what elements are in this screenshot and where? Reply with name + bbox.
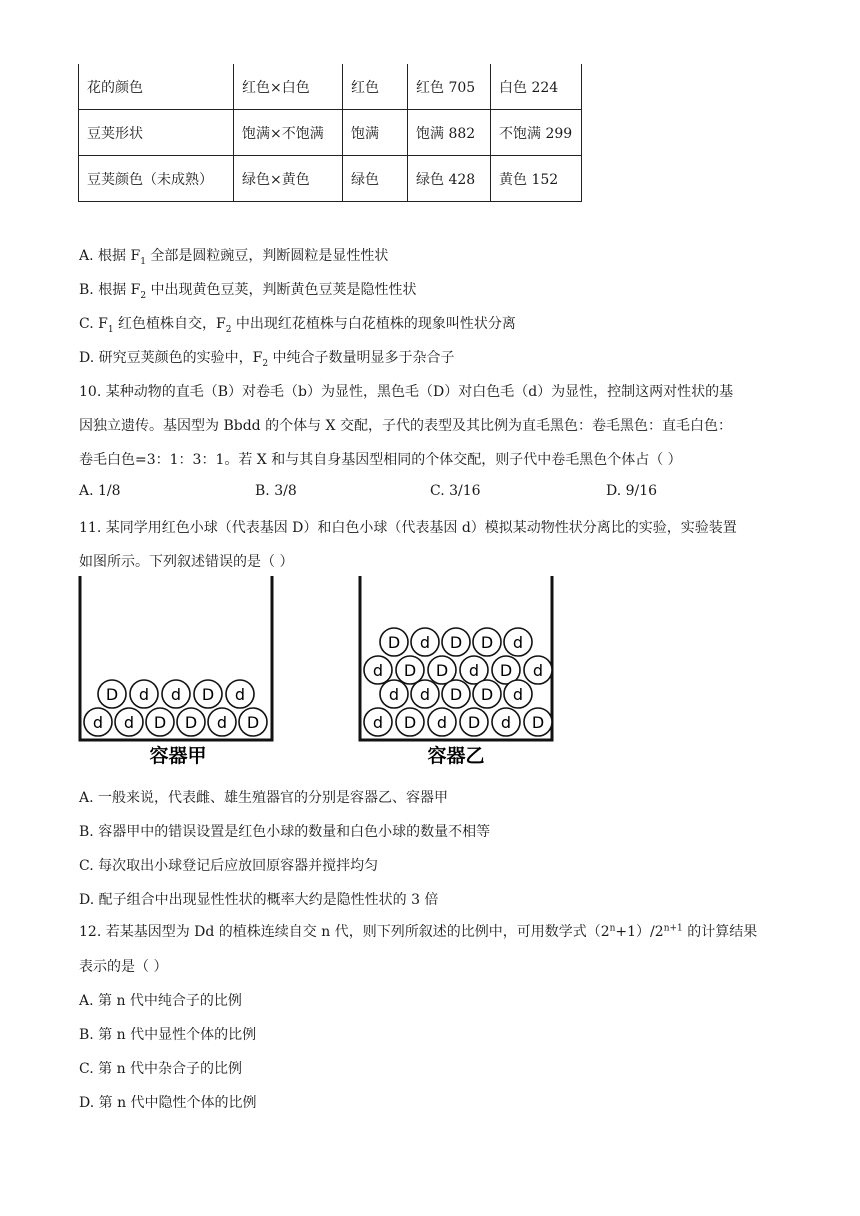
ball-label: D bbox=[105, 685, 119, 704]
container-b-balls bbox=[364, 628, 552, 736]
q10-option-c: C. 3/16 bbox=[430, 483, 481, 499]
ball bbox=[146, 708, 174, 736]
option-text: 红色植株自交，F bbox=[113, 316, 226, 332]
table-cell: 绿色×黄色 bbox=[234, 156, 343, 202]
ball-label: d bbox=[170, 685, 182, 704]
container-b-caption: 容器乙 bbox=[427, 745, 485, 767]
ball bbox=[239, 708, 267, 736]
ball-label: d bbox=[388, 685, 400, 704]
ball-label: d bbox=[216, 713, 228, 732]
ball bbox=[115, 708, 143, 736]
table-cell: 豆荚颜色（未成熟） bbox=[79, 156, 234, 202]
ball bbox=[364, 708, 392, 736]
ball-label: d bbox=[372, 713, 384, 732]
q9-option-b bbox=[79, 279, 417, 301]
ball bbox=[492, 708, 520, 736]
ball bbox=[130, 680, 158, 708]
option-text: D. 研究豆荚颜色的实验中，F bbox=[79, 350, 263, 366]
table-row bbox=[79, 110, 582, 156]
subscript: 2 bbox=[262, 358, 269, 369]
ball-label: D bbox=[449, 685, 463, 704]
ball bbox=[504, 680, 532, 708]
subscript: 2 bbox=[225, 324, 232, 335]
container-a-caption: 容器甲 bbox=[149, 745, 207, 767]
ball-label: D bbox=[403, 713, 417, 732]
ball bbox=[396, 656, 424, 684]
ball bbox=[428, 708, 456, 736]
ball-label: d bbox=[138, 685, 150, 704]
table-cell: 红色 bbox=[343, 64, 408, 110]
table-cell: 绿色 bbox=[343, 156, 408, 202]
option-text: C. F bbox=[79, 316, 108, 332]
ball bbox=[428, 656, 456, 684]
ball-label: d bbox=[436, 713, 448, 732]
table-cell: 不饱满 299 bbox=[491, 110, 582, 156]
ball-label: D bbox=[246, 713, 260, 732]
trait-table bbox=[78, 64, 582, 202]
q11-stem-line: 如图所示。下列叙述错误的是（ ） bbox=[79, 554, 294, 570]
subscript: 1 bbox=[140, 256, 146, 267]
ball-label: d bbox=[92, 713, 104, 732]
container-a-balls bbox=[84, 680, 267, 736]
table-cell: 饱满 bbox=[343, 110, 408, 156]
q10-stem-line: 10. 某种动物的直毛（B）对卷毛（b）为显性，黑色毛（D）对白色毛（d）为显性，控制这两对性状的基 bbox=[79, 384, 734, 400]
q11-option-b: B. 容器甲中的错误设置是红色小球的数量和白色小球的数量不相等 bbox=[79, 824, 491, 840]
containers-figure bbox=[70, 570, 570, 770]
table-cell: 花的颜色 bbox=[79, 64, 234, 110]
ball-label: d bbox=[532, 661, 544, 680]
q12-stem-line bbox=[79, 921, 757, 941]
ball bbox=[98, 680, 126, 708]
q9-option-a bbox=[79, 245, 388, 267]
q11-option-d: D. 配子组合中出现显性性状的概率大约是隐性性状的 3 倍 bbox=[79, 892, 439, 908]
q11-option-c: C. 每次取出小球登记后应放回原容器并搅拌均匀 bbox=[79, 858, 379, 874]
ball bbox=[396, 708, 424, 736]
table-cell: 绿色 428 bbox=[408, 156, 491, 202]
option-text: B. 根据 F bbox=[79, 282, 141, 298]
subscript: 1 bbox=[107, 324, 114, 335]
q11-option-a: A. 一般来说，代表雌、雄生殖器官的分别是容器乙、容器甲 bbox=[79, 790, 449, 806]
q12-option-c: C. 第 n 代中杂合子的比例 bbox=[79, 1061, 243, 1077]
ball-label: d bbox=[468, 661, 480, 680]
superscript: n bbox=[609, 923, 616, 934]
ball-label: D bbox=[449, 633, 463, 652]
ball bbox=[226, 680, 254, 708]
ball-label: D bbox=[201, 685, 215, 704]
table-row bbox=[79, 64, 582, 110]
ball-label: d bbox=[419, 633, 431, 652]
ball-label: d bbox=[512, 685, 524, 704]
stem-text: 的计算结果 bbox=[682, 924, 758, 940]
ball-label: D bbox=[467, 713, 481, 732]
q9-option-d bbox=[79, 347, 455, 369]
option-text: 中出现黄色豆荚，判断黄色豆荚是隐性性状 bbox=[146, 282, 417, 298]
q12-option-a: A. 第 n 代中纯合子的比例 bbox=[79, 993, 242, 1009]
table-cell: 红色 705 bbox=[408, 64, 491, 110]
ball bbox=[364, 656, 392, 684]
q10-stem-line: 卷毛白色=3：1：3：1。若 X 和与其自身基因型相同的个体交配，则子代中卷毛黑色个体占（ ） bbox=[79, 452, 682, 468]
table-row bbox=[79, 156, 582, 202]
ball-label: D bbox=[387, 633, 401, 652]
q11-stem-line: 11. 某同学用红色小球（代表基因 D）和白色小球（代表基因 d）模拟某动物性状分离比的实验，实验装置 bbox=[79, 520, 737, 536]
superscript: n+1 bbox=[663, 923, 683, 934]
q12-stem-line: 表示的是（ ） bbox=[79, 959, 168, 975]
q9-option-c bbox=[79, 313, 516, 335]
ball-label: d bbox=[123, 713, 135, 732]
ball bbox=[177, 708, 205, 736]
ball-label: d bbox=[419, 685, 431, 704]
q10-option-a: A. 1/8 bbox=[79, 483, 121, 499]
ball bbox=[524, 708, 552, 736]
ball bbox=[194, 680, 222, 708]
table-cell: 白色 224 bbox=[491, 64, 582, 110]
ball-label: D bbox=[435, 661, 449, 680]
table-cell: 豆荚形状 bbox=[79, 110, 234, 156]
ball-label: D bbox=[499, 661, 513, 680]
ball-label: d bbox=[512, 633, 524, 652]
option-text: 中纯合子数量明显多于杂合子 bbox=[268, 350, 455, 366]
ball bbox=[473, 628, 501, 656]
ball bbox=[524, 656, 552, 684]
q10-option-d: D. 9/16 bbox=[606, 483, 658, 499]
table-cell: 饱满 882 bbox=[408, 110, 491, 156]
ball bbox=[442, 628, 470, 656]
ball bbox=[460, 708, 488, 736]
table-cell: 黄色 152 bbox=[491, 156, 582, 202]
ball-label: D bbox=[153, 713, 167, 732]
ball bbox=[504, 628, 532, 656]
container-a bbox=[80, 576, 272, 767]
ball bbox=[380, 628, 408, 656]
ball-label: D bbox=[403, 661, 417, 680]
ball-label: d bbox=[234, 685, 246, 704]
table-cell: 饱满×不饱满 bbox=[234, 110, 343, 156]
ball bbox=[411, 680, 439, 708]
option-text: 全部是圆粒豌豆，判断圆粒是显性性状 bbox=[145, 248, 389, 264]
container-b bbox=[360, 576, 552, 767]
stem-text: +1）/2 bbox=[615, 924, 664, 940]
q10-stem-line: 因独立遗传。基因型为 Bbdd 的个体与 X 交配，子代的表型及其比例为直毛黑色：卷毛黑色：直毛白色： bbox=[79, 418, 732, 434]
q10-option-b: B. 3/8 bbox=[255, 483, 297, 499]
ball-label: D bbox=[480, 633, 494, 652]
ball-label: d bbox=[500, 713, 512, 732]
ball bbox=[380, 680, 408, 708]
option-text: 中出现红花植株与白花植株的现象叫性状分离 bbox=[231, 316, 516, 332]
ball-label: D bbox=[184, 713, 198, 732]
option-text: A. 根据 F bbox=[79, 248, 141, 264]
ball-label: D bbox=[531, 713, 545, 732]
ball bbox=[411, 628, 439, 656]
ball bbox=[162, 680, 190, 708]
ball bbox=[208, 708, 236, 736]
ball bbox=[442, 680, 470, 708]
ball-label: d bbox=[372, 661, 384, 680]
q12-option-d: D. 第 n 代中隐性个体的比例 bbox=[79, 1095, 257, 1111]
stem-text: 12. 若某基因型为 Dd 的植株连续自交 n 代，则下列所叙述的比例中，可用数学式（2 bbox=[79, 924, 610, 940]
table-cell: 红色×白色 bbox=[234, 64, 343, 110]
ball-label: D bbox=[480, 685, 494, 704]
ball bbox=[473, 680, 501, 708]
q12-option-b: B. 第 n 代中显性个体的比例 bbox=[79, 1027, 257, 1043]
ball bbox=[84, 708, 112, 736]
subscript: 2 bbox=[140, 290, 147, 301]
